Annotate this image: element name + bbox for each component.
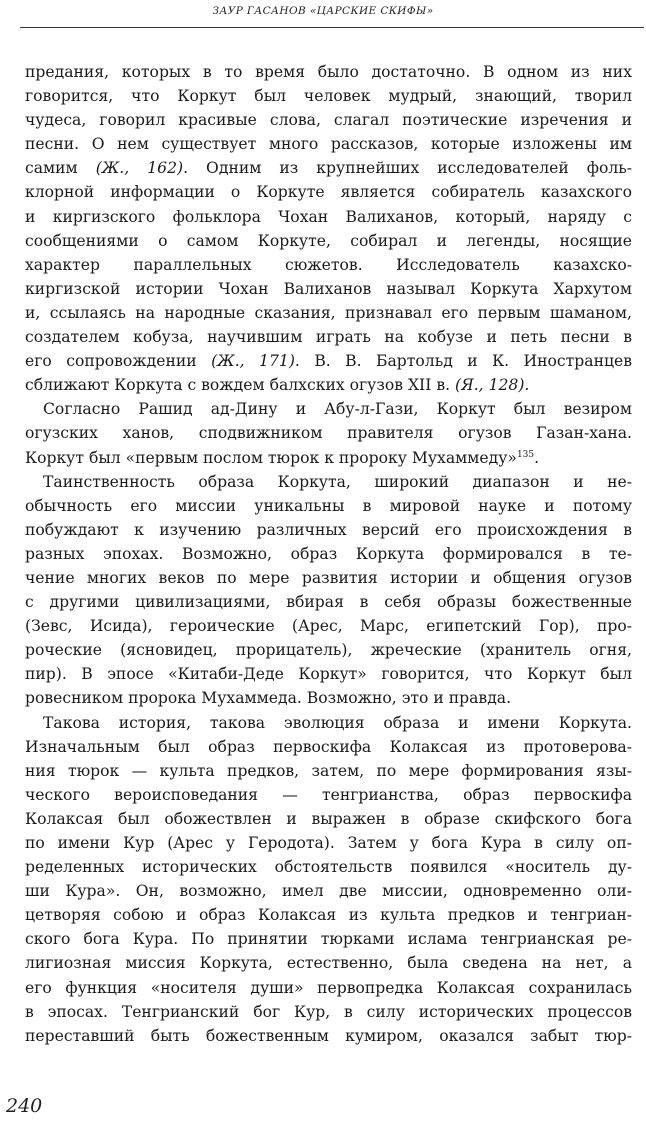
text-run: клорной информации о Коркуте является собиратель казахского xyxy=(25,183,632,202)
text-line xyxy=(25,470,632,494)
text-line xyxy=(25,855,632,879)
text-line xyxy=(25,253,632,277)
text-run: его сопровождении xyxy=(25,352,212,371)
text-run: песни. О нем существует много рассказов, которые изложены им xyxy=(25,135,632,154)
header-rule xyxy=(20,27,644,28)
text-line xyxy=(25,421,632,445)
text-line xyxy=(25,542,632,566)
text-line xyxy=(25,566,632,590)
text-line xyxy=(25,60,632,84)
text-run: и, ссылаясь на народные сказания, признавал его первым шаманом, xyxy=(25,303,632,322)
text-run: предания, которых в то время было достаточно. В одном из них xyxy=(25,63,632,81)
text-line xyxy=(25,229,632,253)
text-line xyxy=(25,1024,632,1048)
text-run: с другими цивилизациями, вбирая в себя образы божественные xyxy=(25,593,632,612)
text-run: ния тюрок — культа предков, затем, по мере формирования язы- xyxy=(25,761,632,780)
text-run: ческого вероисповедания — тенгрианства, образ первоскифа xyxy=(25,785,632,804)
text-run: пир). В эпосе «Китаби-Деде Коркут» говорится, что Коркут был xyxy=(25,665,632,684)
text-run: ши Кура». Он, возможно, имел две миссии, одновременно оли- xyxy=(25,882,632,901)
text-run: ределенных исторических обстоятельств появился «носитель ду- xyxy=(25,858,632,877)
text-line xyxy=(25,879,632,903)
text-run: киргизской истории Чохан Валиханов называл Коркута Хархутом xyxy=(25,279,632,298)
text-line xyxy=(25,927,632,951)
text-line xyxy=(25,831,632,855)
text-line xyxy=(25,277,632,301)
text-line xyxy=(25,325,632,349)
text-line xyxy=(25,373,632,397)
text-run: сообщениями о самом Коркуте, собирал и легенды, носящие xyxy=(25,231,632,250)
text-line xyxy=(25,1000,632,1024)
text-run: лигиозная миссия Коркута, естественно, была сведена на нет, а xyxy=(25,954,632,973)
text-line xyxy=(25,614,632,638)
text-line xyxy=(25,446,632,470)
text-run: Одним из крупнейших исследователей фоль- xyxy=(188,159,633,178)
text-run: ского бога Кура. По принятии тюрками ислама тенгрианская ре- xyxy=(25,930,632,949)
text-line xyxy=(25,205,632,229)
text-line xyxy=(25,807,632,831)
body-text xyxy=(25,60,632,1048)
running-header: ЗАУР ГАСАНОВ «ЦАРСКИЕ СКИФЫ» xyxy=(212,5,434,17)
text-run: цетворяя собою и образ Колаксая из культа предков и тенгриан- xyxy=(25,906,632,925)
text-run: Колаксая был обожествлен и выражен в образе скифского бога xyxy=(25,809,632,828)
text-line xyxy=(25,976,632,1000)
text-run: Такова история, такова эволюция образа и имени Коркута. xyxy=(43,713,632,732)
text-run: создателем кобуза, научившим играть на кобузе и петь песни в xyxy=(25,328,632,347)
text-run: самим xyxy=(25,159,96,178)
text-run: Коркут был «первым послом тюрок к пророку Мухаммеду» xyxy=(25,448,517,467)
text-run: Согласно Рашид ад-Дину и Абу-л-Гази, Коркут был везиром xyxy=(43,400,632,419)
text-run: его функция «носителя души» первопредка Колаксая сохранилась xyxy=(25,978,632,997)
text-line xyxy=(25,951,632,975)
text-run: сближают Коркута с вождем балхских огузов XII в. xyxy=(25,376,456,395)
text-run: чение многих веков по мере развития истории и общения огузов xyxy=(25,568,632,587)
text-run: побуждают к изучению различных версий его происхождения в xyxy=(25,520,632,539)
text-line xyxy=(25,759,632,783)
footnote-marker: 135 xyxy=(516,449,535,460)
text-line xyxy=(25,156,632,180)
text-run: . xyxy=(534,448,540,467)
text-line xyxy=(25,735,632,759)
text-line xyxy=(25,903,632,927)
text-run: огузских ханов, сподвижником правителя огузов Газан-хана. xyxy=(25,424,632,443)
text-line xyxy=(25,711,632,735)
text-run: ровесником пророка Мухаммеда. Возможно, это и правда. xyxy=(25,689,512,708)
text-line xyxy=(25,180,632,204)
text-run: переставший быть божественным кумиром, оказался забыт тюр- xyxy=(25,1026,632,1045)
text-line xyxy=(25,108,632,132)
text-line xyxy=(25,662,632,686)
text-run: в эпосах. Тенгрианский бог Кур, в силу исторических процессов xyxy=(25,1002,632,1021)
text-run: разных эпохах. Возможно, образ Коркута формировался в те- xyxy=(25,544,632,563)
text-line xyxy=(25,494,632,518)
text-run: В. В. Бартольд и К. Иностранцев xyxy=(299,352,633,371)
text-run: (Зевс, Исида), героические (Арес, Марс, египетский Гор), про- xyxy=(25,617,632,636)
text-line xyxy=(25,349,632,373)
text-run: и киргизского фольклора Чохан Валиханов, который, наряду с xyxy=(25,207,632,226)
citation: (Я., 128). xyxy=(455,376,530,395)
text-run: обычность его миссии уникальны в мировой науке и потому xyxy=(25,496,632,515)
text-run: характер параллельных сюжетов. Исследователь казахско- xyxy=(25,255,632,274)
text-line xyxy=(25,783,632,807)
text-run: Изначальным был образ первоскифа Колаксая из протоверова- xyxy=(25,737,632,756)
text-line xyxy=(25,518,632,542)
text-run: чудеса, говорил красивые слова, слагал поэтические изречения и xyxy=(25,111,632,130)
text-line xyxy=(25,638,632,662)
text-line xyxy=(25,590,632,614)
text-run: говорится, что Коркут был человек мудрый, знающий, творил xyxy=(25,87,632,106)
text-line xyxy=(25,301,632,325)
text-run: Таинственность образа Коркута, широкий диапазон и не- xyxy=(43,472,632,491)
text-line xyxy=(25,397,632,421)
text-line xyxy=(25,84,632,108)
citation: (Ж., 171). xyxy=(211,352,300,371)
text-line xyxy=(25,686,632,710)
text-run: по имени Кур (Арес у Геродота). Затем у бога Кура в силу оп- xyxy=(25,834,632,852)
citation: (Ж., 162). xyxy=(95,159,189,178)
text-run: роческие (ясновидец, прорицатель), жреческие (хранитель огня, xyxy=(25,641,632,660)
text-line xyxy=(25,132,632,156)
page-number: 240 xyxy=(6,1095,43,1117)
